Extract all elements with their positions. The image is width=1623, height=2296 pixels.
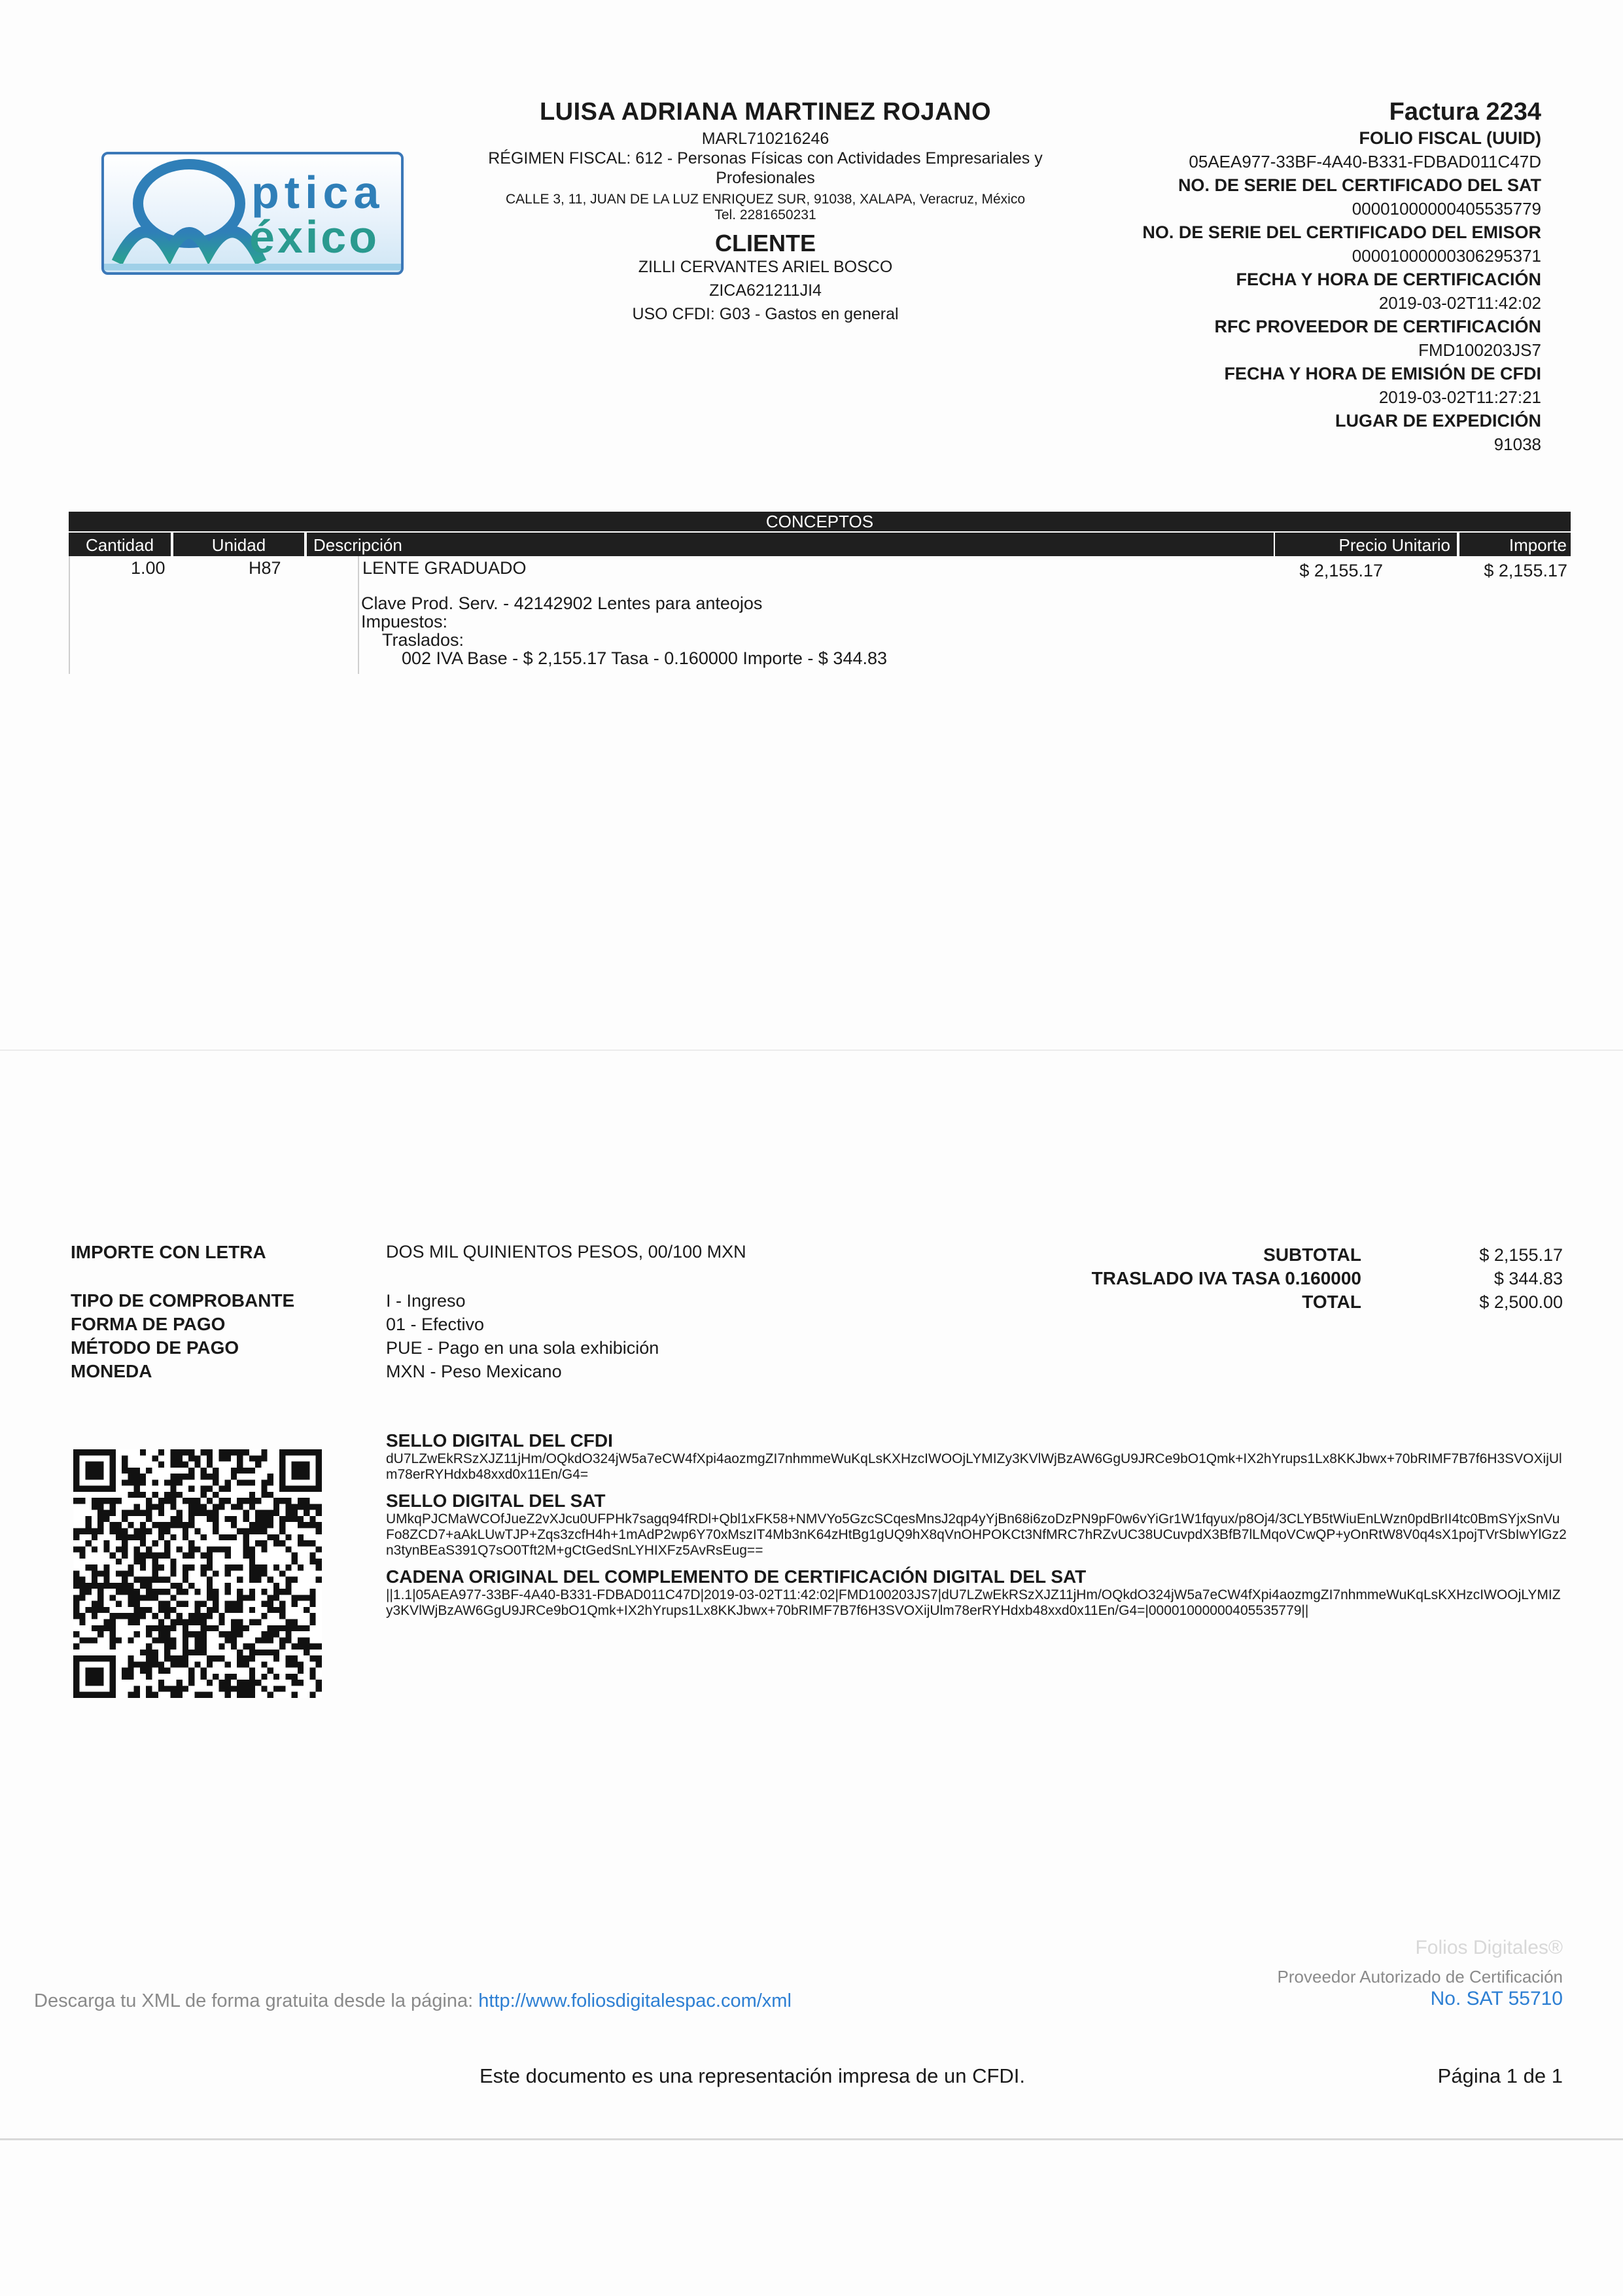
cert-emisor-label: NO. DE SERIE DEL CERTIFICADO DEL EMISOR — [1142, 222, 1541, 242]
iva-line: 002 IVA Base - $ 2,155.17 Tasa - 0.160000 Importe - $ 344.83 — [402, 648, 888, 668]
metodo-label: MÉTODO DE PAGO — [71, 1337, 239, 1358]
rfc-proveedor-value: FMD100203JS7 — [1418, 340, 1541, 360]
tipo-label: TIPO DE COMPROBANTE — [71, 1290, 295, 1311]
row-precio-unitario: $ 2,155.17 — [1299, 561, 1383, 580]
forma-value: 01 - Efectivo — [386, 1315, 485, 1334]
invoice-title: Factura 2234 — [1389, 98, 1541, 126]
iva-value: $ 344.83 — [1493, 1269, 1563, 1288]
moneda-value: MXN - Peso Mexicano — [386, 1362, 562, 1381]
totals-values — [1479, 1243, 1563, 1314]
issuer-name: LUISA ADRIANA MARTINEZ ROJANO — [539, 98, 992, 126]
cfdi-note: Este documento es una representación impresa de un CFDI. — [480, 2064, 1026, 2087]
download-line — [34, 1990, 792, 2012]
cert-emisor-value: 00001000000306295371 — [1352, 246, 1541, 266]
cert-sat-label: NO. DE SERIE DEL CERTIFICADO DEL SAT — [1178, 175, 1541, 195]
header-importe: Importe — [1459, 533, 1571, 556]
lugar-label: LUGAR DE EXPEDICIÓN — [1335, 411, 1541, 431]
rfc-proveedor-label: RFC PROVEEDOR DE CERTIFICACIÓN — [1214, 317, 1541, 336]
qr-code — [73, 1449, 322, 1698]
table-divider — [358, 556, 359, 674]
iva-label: TRASLADO IVA TASA 0.160000 — [1091, 1268, 1361, 1288]
header-precio-unitario: Precio Unitario — [1274, 533, 1458, 556]
row-unidad: H87 — [249, 558, 281, 578]
forma-label: FORMA DE PAGO — [71, 1314, 226, 1334]
conceptos-header-row — [69, 533, 1571, 556]
client-name: ZILLI CERVANTES ARIEL BOSCO — [638, 258, 893, 276]
importe-letra-label: IMPORTE CON LETRA — [71, 1242, 266, 1262]
concepto-details — [361, 594, 887, 667]
client-rfc: ZICA621211JI4 — [709, 281, 822, 300]
sello-cfdi-title: SELLO DIGITAL DEL CFDI — [386, 1430, 613, 1451]
issuer-regimen: RÉGIMEN FISCAL: 612 - Personas Físicas con Actividades Empresariales y Profesionales — [488, 149, 1043, 187]
sello-cfdi-value: dU7LZwEkRSzXJZ11jHm/OQkdO324jW5a7eCW4fXpi4aozmgZI7nhmmeWuKqLsKXHzcIWOOjLYMIZy3KVlWjBzAW6GgU9JRCe9bO1Qmk+IX2hYrups1Lx8KKJbwx+70bRIMF7B7f6H3SVOXijUlm78erRYHdxb48xxd0x11En/G4= — [386, 1451, 1562, 1482]
clave-prod-serv: Clave Prod. Serv. - 42142902 Lentes para anteojos — [361, 593, 763, 613]
logo-text-bottom: éxico — [249, 211, 379, 262]
page-number: Página 1 de 1 — [1437, 2064, 1563, 2087]
header-unidad: Unidad — [173, 533, 304, 556]
row-importe: $ 2,155.17 — [1484, 561, 1567, 580]
fold-line — [0, 1050, 1623, 1051]
download-text: Descarga tu XML de forma gratuita desde la página: — [34, 1990, 474, 2011]
fecha-cert-value: 2019-03-02T11:42:02 — [1378, 293, 1541, 313]
totals-labels — [1092, 1243, 1361, 1314]
tipo-value: I - Ingreso — [386, 1291, 466, 1311]
issuer-address: CALLE 3, 11, JUAN DE LA LUZ ENRIQUEZ SUR, 91038, XALAPA, Veracruz, México — [505, 192, 1026, 207]
traslados-label: Traslados: — [382, 630, 464, 650]
row-descripcion: LENTE GRADUADO — [362, 558, 527, 578]
payment-values — [386, 1289, 659, 1383]
payment-labels — [71, 1289, 294, 1383]
download-link[interactable]: http://www.foliosdigitalespac.com/xml — [478, 1990, 792, 2011]
cadena-original-value: ||1.1|05AEA977-33BF-4A40-B331-FDBAD011C47D|2019-03-02T11:42:02|FMD100203JS7|dU7LZwEkRSzXJZ11jHm/OQkdO324jW5a7eCW4fXpi4aozmgZI7nhmmeWuKqLsKXHzcIWOOjLYMIZy3KVlWjBzAW6GgU9JRCe9bO1Qmk+IX2hYrups1Lx8KKJbwx+70bRIMF7B7f6H3SVOXijUlm78erRYHdxb48xxd0x11En/G4=|00001000000405535779|| — [386, 1587, 1561, 1618]
total-value: $ 2,500.00 — [1479, 1292, 1563, 1312]
footer-provider: Proveedor Autorizado de Certificación — [1277, 1967, 1563, 1987]
subtotal-value: $ 2,155.17 — [1479, 1245, 1563, 1265]
fecha-cert-label: FECHA Y HORA DE CERTIFICACIÓN — [1236, 270, 1541, 289]
metodo-value: PUE - Pago en una sola exhibición — [386, 1338, 659, 1358]
importe-letra-value: DOS MIL QUINIENTOS PESOS, 00/100 MXN — [386, 1242, 746, 1262]
header-descripcion: Descripción — [305, 533, 1274, 556]
client-uso-cfdi: USO CFDI: G03 - Gastos en general — [632, 305, 899, 323]
page-edge — [0, 2138, 1623, 2140]
optica-mexico-logo — [101, 152, 404, 275]
total-label: TOTAL — [1302, 1292, 1361, 1312]
table-divider — [69, 556, 70, 674]
client-heading: CLIENTE — [714, 230, 816, 256]
header-cantidad: Cantidad — [69, 533, 172, 556]
row-cantidad: 1.00 — [131, 558, 166, 578]
subtotal-label: SUBTOTAL — [1263, 1245, 1361, 1265]
seals-block — [386, 1430, 1567, 1619]
issuer-rfc: MARL710216246 — [701, 130, 829, 148]
impuestos-label: Impuestos: — [361, 612, 448, 631]
cert-sat-value: 00001000000405535779 — [1352, 199, 1541, 219]
issuer-phone: Tel. 2281650231 — [714, 207, 816, 222]
logo-text-top: ptica — [251, 167, 385, 218]
fecha-emision-label: FECHA Y HORA DE EMISIÓN DE CFDI — [1224, 364, 1541, 383]
footer-sat-number: No. SAT 55710 — [1430, 1988, 1563, 2009]
conceptos-title: CONCEPTOS — [69, 512, 1571, 531]
folio-label: FOLIO FISCAL (UUID) — [1359, 128, 1541, 148]
fecha-emision-value: 2019-03-02T11:27:21 — [1378, 387, 1541, 407]
sello-sat-value: UMkqPJCMaWCOfJueZ2vXJcu0UFPHk7sagq94fRDl+Qbl1xFK58+NMVYo5GzcSCqesMnsJ2qp4yYjBn68i6zoDzPN9pF0w6vYiGr1W1fqyux/p8Oj4/3CLYB5tWiuEnLWzn0pdBrII4tc0BmSYjxSnVuFo8ZCD7+aAkLUwTJP+Zqs3zcfH4h+1mAdP2wp6Y70xMszIT4Mb3nK64zHtBg1gUQ9hX8qVnOHPOKCt3NfMRC7hRZvUC38UCuvpdX3BfB7lLMqoVCwQP+yOnRtW8V0q4sX1pojTVrSbIwYlGz2n3tynBEaS391Q7sO0Tft2M+gCtGedSnLYHIXFz5AvRsEug== — [386, 1511, 1567, 1558]
invoice-meta — [952, 98, 1541, 456]
lugar-value: 91038 — [1493, 434, 1541, 454]
cadena-original-title: CADENA ORIGINAL DEL COMPLEMENTO DE CERTIFICACIÓN DIGITAL DEL SAT — [386, 1566, 1087, 1587]
sello-sat-title: SELLO DIGITAL DEL SAT — [386, 1491, 606, 1511]
footer-brand: Folios Digitales® — [1415, 1937, 1563, 1958]
folio-value: 05AEA977-33BF-4A40-B331-FDBAD011C47D — [1189, 152, 1541, 171]
moneda-label: MONEDA — [71, 1361, 152, 1381]
